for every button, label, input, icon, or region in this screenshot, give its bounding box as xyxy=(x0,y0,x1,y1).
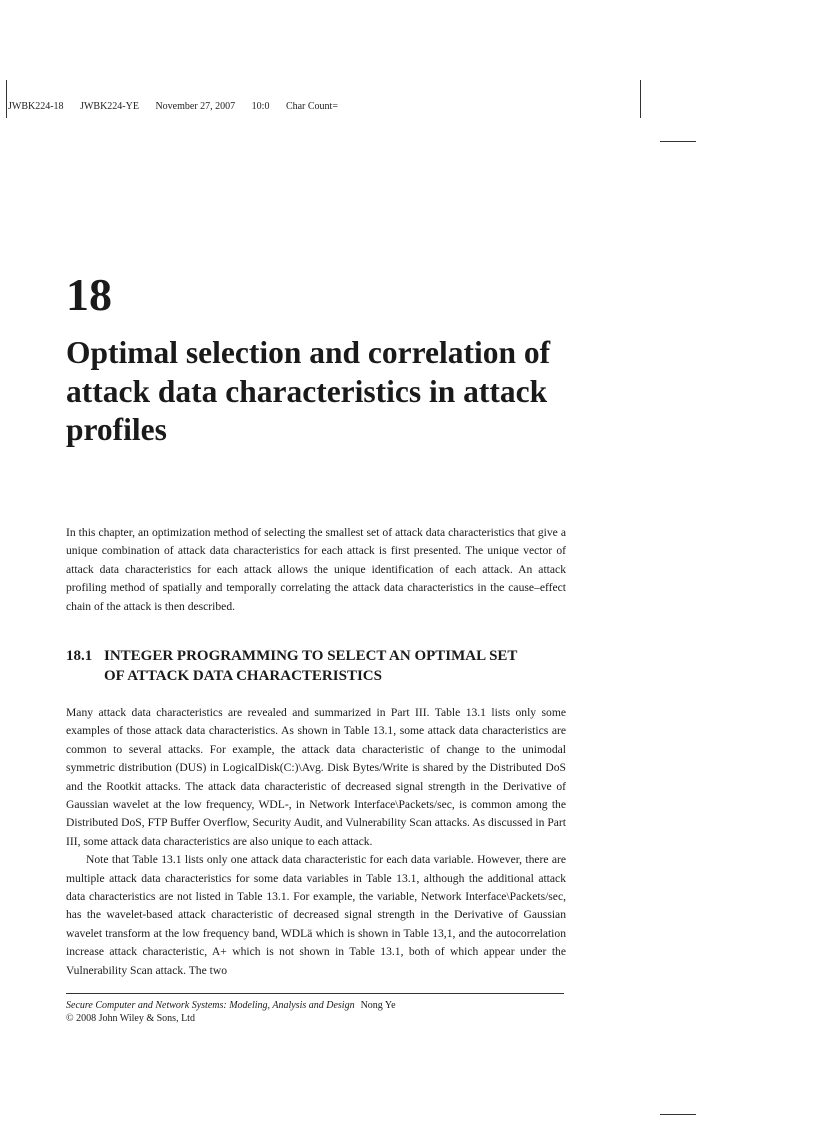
chapter-title: Optimal selection and correlation of attack data characteristics in attack profiles xyxy=(66,335,551,447)
running-head-char-count: Char Count= xyxy=(285,101,338,112)
section-title-line-1: INTEGER PROGRAMMING TO SELECT AN OPTIMAL SET xyxy=(104,648,518,664)
running-head xyxy=(8,101,352,112)
running-head-book-code: JWBK224-YE xyxy=(80,101,139,112)
running-head-date: November 27, 2007 xyxy=(155,101,236,112)
footer-book-title: Secure Computer and Network Systems: Modeling, Analysis and Design xyxy=(66,1000,355,1011)
section-body xyxy=(66,704,566,980)
crop-mark-right xyxy=(640,80,641,118)
chapter-number: 18 xyxy=(66,269,112,320)
running-head-chapter-code: JWBK224-18 xyxy=(8,101,64,112)
crop-mark-left xyxy=(6,80,7,118)
page-footer xyxy=(66,999,396,1025)
chapter-intro: In this chapter, an optimization method of selecting the smallest set of attack data characteristics that give a unique combination of attack data characteristics for each attack is first presented. The unique vector of attack data characteristics for each attack allows the unique identification of each attack. An attack profiling method of spatially and temporally correlating the attack data characteristics in the cause–effect chain of the attack is then described. xyxy=(66,526,566,613)
crop-mark-bottom-right xyxy=(660,1114,696,1115)
body-paragraph-2: Note that Table 13.1 lists only one attack data characteristic for each data variable. However, there are multiple attack data characteristics for some data variables in Table 13.1, although the additional attack data characteristics are not listed in Table 13.1. For example, the variable, Network Interface\Packets/sec, has the wavelet-based attack characteristic of decreased signal strength in the Derivative of Gaussian wavelet transform at the low frequency band, WDLä which is shown in Table 13,1, and the autocorrelation increase attack characteristic, A+ which is not shown in Table 13.1, both of which appear under the Vulnerability Scan attack. The two xyxy=(66,853,566,977)
section-heading xyxy=(66,647,566,686)
body-paragraph-1: Many attack data characteristics are revealed and summarized in Part III. Table 13.1 lists only some examples of those attack data characteristics. As shown in Table 13.1, some attack data characteristics are common to several attacks. For example, the attack data characteristic of change to the unimodal symmetric distribution (DUS) in LogicalDisk(C:)\Avg. Disk Bytes/Write is shared by the Distributed DoS and the Rootkit attacks. The attack data characteristic of decreased signal strength in the Derivative of Gaussian wavelet at the low frequency, WDL-, in Network Interface\Packets/sec, is common among the Distributed DoS, FTP Buffer Overflow, Security Audit, and Vulnerability Scan attacks. As discussed in Part III, some attack data characteristics are also unique to each attack. xyxy=(66,706,566,848)
crop-mark-top-right xyxy=(660,141,696,142)
footer-copyright: © 2008 John Wiley & Sons, Ltd xyxy=(66,1013,195,1024)
footer-citation-line xyxy=(66,999,396,1012)
section-title-line-2: OF ATTACK DATA CHARACTERISTICS xyxy=(104,667,382,684)
running-head-time: 10:0 xyxy=(251,101,270,112)
footer-rule xyxy=(66,993,564,994)
footer-author: Nong Ye xyxy=(360,1000,396,1011)
section-number: 18.1 xyxy=(66,648,93,664)
